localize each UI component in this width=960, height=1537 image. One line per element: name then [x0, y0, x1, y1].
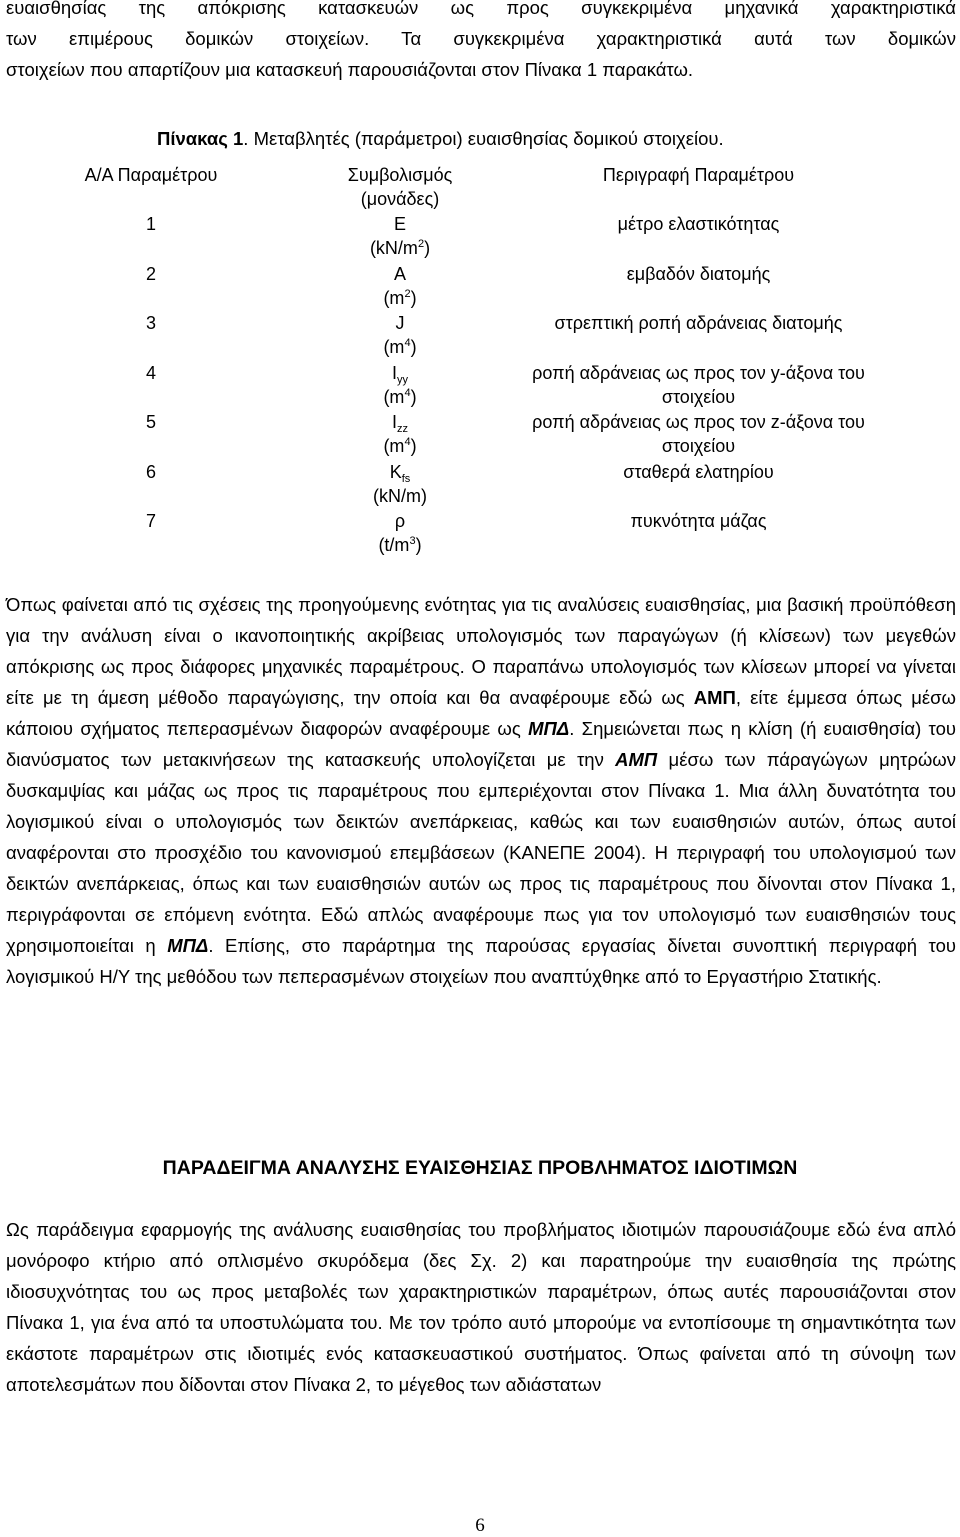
unit-text: (m: [383, 287, 405, 308]
text-run: Όπως φαίνεται από τις σχέσεις της προηγούμενης ενότητας για τις αναλύσεις ευαισθησίας, μια βασική προϋπόθεση για την ανάλυση είναι ο ικανοποιητικής ακρίβειας υπολογισμός των παραγώγων (ή κλίσεων) των μεγεθών απόκρισης ως προς διάφορες μηχανικές παραμέτρους. Ο παραπάνω υπολογισμός των κλίσεων μπορεί να γίνεται είτε με τη άμεση μέθοδο παραγώγισης, την οποία και θα αναφέρουμε εδώ ως: [6, 594, 956, 708]
symbol-unit: [280, 286, 520, 310]
unit-text: (m: [383, 337, 405, 357]
symbol-letter: A: [393, 263, 406, 284]
unit-close: ): [410, 287, 417, 308]
description-line: ροπή αδράνειας ως προς τον y-άξονα του: [532, 362, 865, 383]
intro-line: των επιμέρους δομικών στοιχείων. Τα συγκεκριμένα χαρακτηριστικά αυτά των δομικών: [6, 28, 956, 49]
unit-exponent: 4: [404, 386, 411, 399]
text-run: , είτε έμμεσα όπως μέσω κάποιου σχήματος πεπερασμένων διαφορών αναφέρουμε ως: [6, 687, 956, 739]
cell-symbol: [280, 212, 520, 262]
unit-close: ): [424, 238, 431, 258]
cell-symbol: [280, 262, 520, 312]
symbol-unit: [280, 484, 520, 508]
header-description: Περιγραφή Παραμέτρου: [602, 165, 795, 185]
description-line: σταθερά ελατηρίου: [623, 461, 774, 482]
cell-index: 6: [145, 461, 156, 482]
symbol-letter: J: [395, 313, 405, 333]
cell-index: 1: [145, 214, 156, 234]
section-heading: ΠΑΡΑΔΕΙΓΜΑ ΑΝΑΛΥΣΗΣ ΕΥΑΙΣΘΗΣΙΑΣ ΠΡΟΒΛΗΜΑΤΟΣ ΙΔΙΟΤΙΜΩΝ: [162, 1157, 798, 1179]
unit-exponent: 4: [404, 337, 411, 349]
cell-description: [520, 361, 877, 411]
intro-line: στοιχείων που απαρτίζουν μια κατασκευή παρουσιάζονται στον Πίνακα 1 παρακάτω.: [6, 59, 694, 80]
abbrev-amp: ΑΜΠ: [693, 687, 736, 708]
unit-text: (kN/m): [373, 485, 427, 506]
description-line: μέτρο ελαστικότητας: [617, 214, 780, 234]
symbol-letter: E: [393, 214, 406, 234]
cell-index: 5: [145, 412, 156, 432]
unit-text: (kN/m: [369, 238, 418, 258]
symbol: [280, 361, 520, 385]
symbol-unit: [280, 335, 520, 359]
cell-symbol: [280, 361, 520, 411]
unit-close: ): [410, 386, 417, 407]
cell-description: [520, 311, 877, 361]
cell-description: [520, 212, 877, 262]
table-header-row: [22, 163, 877, 212]
text-run: . Επίσης, στο παράρτημα της παρούσας εργασίας δίνεται συνοπτική περιγραφή του λογισμικού Η/Υ της μεθόδου των πεπερασμένων στοιχείων που αναπτύχθηκε από το Εργαστήριο Στατικής.: [6, 935, 956, 987]
table-row: [22, 262, 877, 312]
cell-description: [520, 509, 877, 559]
symbol: [280, 460, 520, 484]
symbol: [280, 509, 520, 533]
abbrev-mpd: ΜΠΔ: [528, 718, 570, 739]
symbol-subscript: yy: [397, 373, 408, 386]
symbol-subscript: fs: [401, 472, 411, 485]
symbol: [280, 262, 520, 286]
cell-index: 3: [145, 313, 156, 333]
table-caption-text: . Μεταβλητές (παράμετροι) ευαισθησίας δομικού στοιχείου.: [243, 128, 724, 149]
table-row: [22, 361, 877, 411]
cell-index: 2: [145, 263, 156, 284]
unit-exponent: 2: [404, 287, 411, 300]
symbol-unit: [280, 434, 520, 458]
table-row: [22, 509, 877, 559]
body-paragraph: [6, 589, 956, 992]
cell-description: [520, 410, 877, 460]
symbol-unit: [280, 236, 520, 260]
unit-exponent: 3: [409, 535, 416, 547]
table-row: [22, 460, 877, 510]
description-line: πυκνότητα μάζας: [630, 511, 767, 531]
symbol-letter: I: [391, 412, 397, 432]
cell-description: [520, 262, 877, 312]
cell-symbol: [280, 311, 520, 361]
cell-symbol: [280, 460, 520, 510]
text-run: μέσω των πάραγώγων μητρώων δυσκαμψίας και μάζας ως προς τις παραμέτρους που εμπεριέχονται στον Πίνακα 1. Μια άλλη δυνατότητα του λογισμικού είναι ο υπολογισμός των δεικτών ανεπάρκειας, καθώς και των ευαισθησιών αυτών, όπως αυτοί αναφέρονται στο προσχέδιο του κανονισμού επεμβάσεων (ΚΑΝΕΠΕ 2004). Η περιγραφή του υπολογισμού των δεικτών ανεπάρκειας, όπως και των ευαισθησιών αυτών ως προς τις παραμέτρους που δίνονται στον Πίνακα 1, περιγράφονται σε επόμενη ενότητα. Εδώ απλώς αναφέρουμε πως για τον υπολογισμό των ευαισθησιών τους χρησιμοποιείται η: [6, 749, 957, 956]
table-row: [22, 410, 877, 460]
cell-symbol: [280, 509, 520, 559]
description-line: στρεπτική ροπή αδράνειας διατομής: [554, 313, 843, 333]
description-line: ροπή αδράνειας ως προς τον z-άξονα του: [532, 412, 865, 432]
cell-index: 4: [145, 362, 156, 383]
table-caption-label: Πίνακας 1: [157, 128, 244, 149]
description-line: εμβαδόν διατομής: [626, 263, 771, 284]
intro-line: ευαισθησίας της απόκρισης κατασκευών ως προς συγκεκριμένα μηχανικά χαρακτηριστικά: [6, 0, 956, 18]
symbol: [280, 410, 520, 434]
body-paragraph: Ως παράδειγμα εφαρμογής της ανάλυσης ευαισθησίας του προβλήματος ιδιοτιμών παρουσιάζουμε εδώ ένα απλό μονόροφο κτήριο από οπλισμένο σκυρόδεμα (δες Σχ. 2) και παρατηρούμε την ευαισθησία της πρώτης ιδιοσυχνότητας του ως προς μεταβολές των χαρακτηριστικών παραμέτρων, όπως αυτές παρουσιάζονται στον Πίνακα 1, για ένα από τα υποστυλώματα του. Με τον τρόπο αυτό μπορούμε να εντοπίσουμε τη σημαντικότητα των εκάστοτε παραμέτρων στις ιδιοτιμές ενός κατασκευαστικού συστήματος. Όπως φαίνεται από τη σύνοψη των αποτελεσμάτων που δίδονται στον Πίνακα 2, το μέγεθος των αδιάστατων: [6, 1219, 956, 1395]
unit-exponent: 2: [417, 238, 425, 250]
unit-close: ): [415, 535, 422, 555]
unit-close: ): [410, 337, 417, 357]
table-row: [22, 212, 877, 262]
description-line: στοιχείου: [661, 386, 736, 407]
symbol: [280, 212, 520, 236]
parameters-table: [22, 163, 877, 559]
description-line: στοιχείου: [661, 436, 736, 456]
cell-index: 7: [145, 511, 156, 531]
header-symbol-units: (μονάδες): [360, 189, 440, 209]
unit-text: (m: [383, 436, 405, 456]
symbol-subscript: zz: [397, 423, 408, 435]
table-row: [22, 311, 877, 361]
symbol-unit: [280, 385, 520, 409]
table-body: [22, 212, 877, 559]
cell-symbol: [280, 410, 520, 460]
header-symbol: [280, 163, 520, 212]
cell-description: [520, 460, 877, 510]
text-run: . Σημειώνεται πως η κλίση (ή ευαισθησία) του διανύσματος των μετακινήσεων της κατασκευής υπολογίζεται με την: [6, 718, 956, 770]
symbol-letter: K: [389, 461, 402, 482]
unit-text: (m: [383, 386, 405, 407]
table-caption: [157, 128, 724, 150]
symbol-unit: [280, 533, 520, 557]
unit-exponent: 4: [404, 436, 411, 448]
symbol-letter: I: [391, 362, 397, 383]
intro-paragraph: [6, 0, 956, 85]
unit-close: ): [410, 436, 417, 456]
abbrev-mpd: ΜΠΔ: [167, 935, 209, 956]
symbol: [280, 311, 520, 335]
unit-text: (t/m: [378, 535, 410, 555]
page-number: 6: [475, 1515, 485, 1536]
abbrev-amp: ΑΜΠ: [615, 749, 658, 770]
symbol-letter: ρ: [394, 511, 406, 531]
header-symbol-label: Συμβολισμός: [347, 165, 453, 185]
header-index: Α/Α Παραμέτρου: [84, 165, 218, 185]
